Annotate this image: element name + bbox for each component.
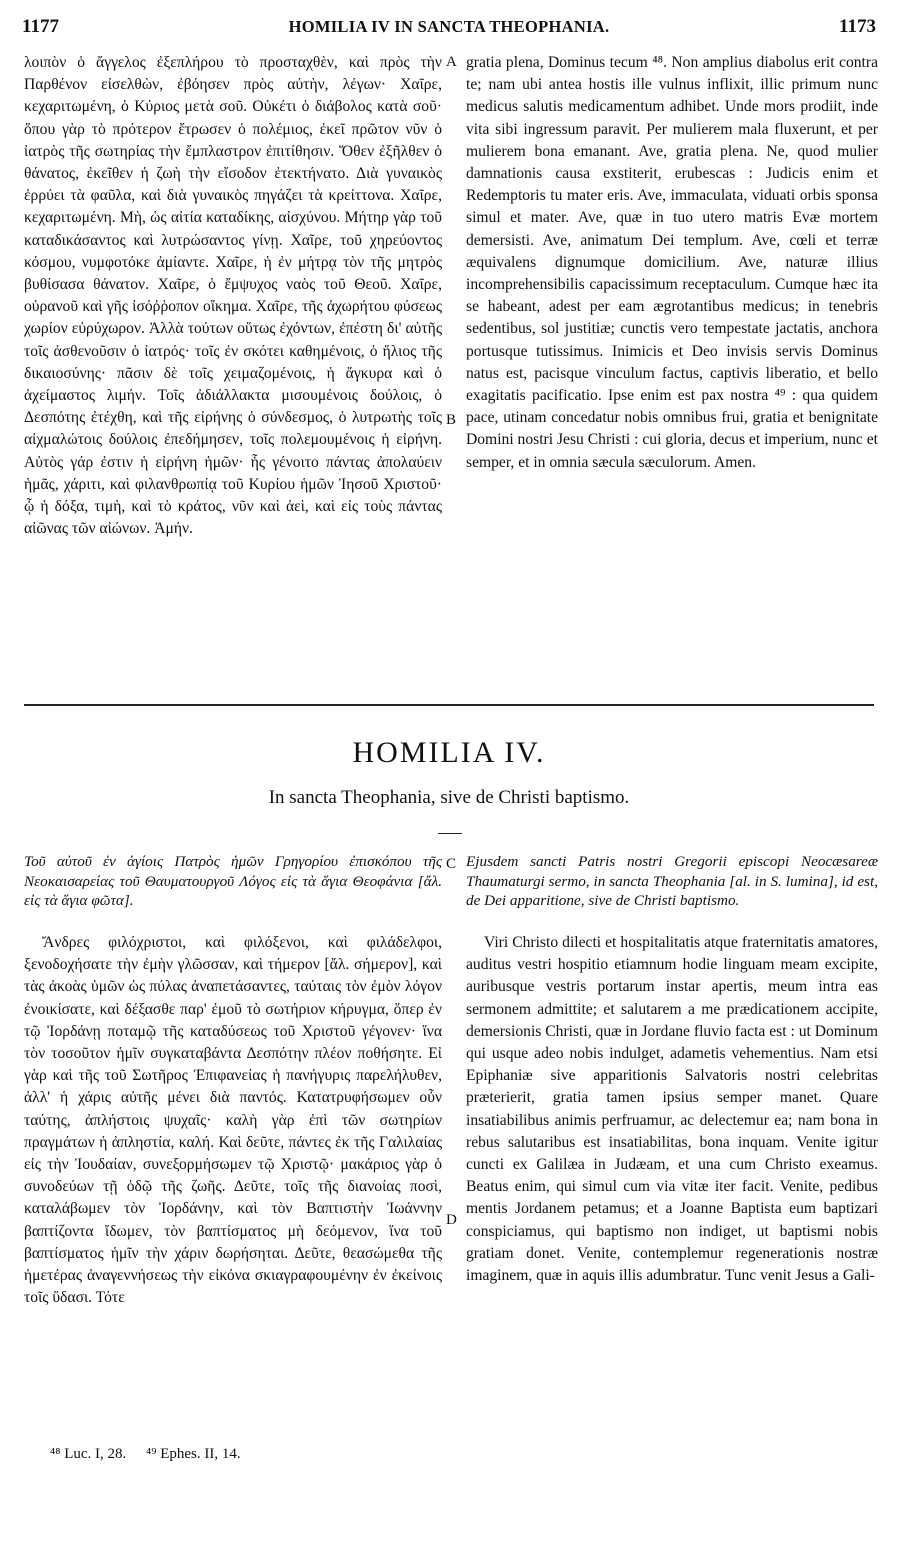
greek-column-body [24,932,442,1309]
footnotes [50,1446,257,1463]
greek-column-top [24,52,442,540]
greek-text-body: Ἄνδρες φιλόχριστοι, καὶ φιλόξενοι, καὶ φιλάδελφοι, ξενοδοχήσατε τὴν ἐμὴν γλῶσσαν, καὶ τήμερον [ἄλ. σήμερον], καὶ τὰς ἀκοὰς ὑμῶν ὡς πύλας ἀναπετάσαντες, ταύταις τὸν ἐμὸν λόγον ἐνοικίσατε, καὶ δέξασθε παρ' ἐμοῦ τὸ σωτήριον κήρυγμα, ὅπερ ἐν τῷ Ἰορδάνῃ ποταμῷ τῆς καταδύσεως τοῦ Χριστοῦ γέγονεν· ἵνα τὸν τοσοῦτον ἡμῖν συγκαταβάντα Δεσπότην πλέον ποθήσητε. Εἰ γὰρ καὶ τῆς τοῦ Σωτῆρος Ἐπιφανείας ἡ πανήγυρις παρελήλυθεν, ἀλλ' ἡ χάρις αὐτῆς μένει διὰ παντός. Κατατρυφήσωμεν οὖν ταύτης, ἀπλήστοις ψυχαῖς· καλὴ γὰρ ἐπὶ τῶν σωτηρίων πραγμάτων ἡ ἀπληστία, καλή. Καὶ δεῦτε, πάντες ἐκ τῆς Γαλιλαίας εἰς τὴν Ἰουδαίαν, συνεξορμήσωμεν τῷ Χριστῷ· μακάριος γὰρ ὁ συνοδεύων τῇ ὁδῷ τῆς ζωῆς. Δεῦτε, τοῖς τῆς διανοίας ποσὶ, καταλάβωμεν τὸν Ἰορδάνην, καὶ τὸν Βαπτιστὴν Ἰωάννην βαπτίζοντα ἴδωμεν, τὸν βαπτίσματος μὴ δεόμενον, ἵνα τοῦ βαπτίσματος ἡμῖν τὴν χάριν δωρήσηται. Δεῦτε, θεασώμεθα τῆς ἡμετέρας ἀναγεννήσεως τὴν εἰκόνα σκιαγραφουμένην ἐν ἐκείνοις τοῖς ὕδασι. Τότε [24,934,442,1307]
margin-letter-d: D [446,1212,457,1228]
latin-text-top: gratia plena, Dominus tecum ⁴⁸. Non amplius diabolus erit contra te; nam ubi antea hostis ille vulnus inflixit, illic primum nunc medicus salutis medicamentum adhibet. Unde mors prodiit, inde vita sibi ingressum paravit. Per mulierem mala fluxerunt, et per mulierem bona emanant. Ave, gratia plena. Ne, quod mulier damnationis causa exstiterit, erubescas : Judicis enim et Redemptoris tu mater eris. Ave, immaculata, viduati orbis sponsa simul et mater. Ave, quæ in tuo utero matris Evæ mortem demersisti. Ave, animatum Dei templum. Ave, cœli et terræ æquivalens dignumque domicilium. Ave, naturæ illius incomprehensibilis capacissimum receptaculum. Cumque hæc ita se habeant, adest per eam ægrotantibus medicus; in tenebris sedentibus, sol justitiæ; cunctis vero tempestate jactatis, anchora portusque tutissimus. Inimicis et Deo invisis servis Dominus natus est, pacisque vinculum factus, captivis liberatio, et bello exagitatis pacificatio. Ipse enim est pax nostra ⁴⁹ : qua quidem pace, utinam concedatur nobis omnibus frui, gratia et benignitate Domini nostri Jesu Christi : cui gloria, decus et imperium, nunc et semper, et in omnia sæcula sæculorum. Amen. [466,54,878,471]
footnote-48: ⁴⁸ Luc. I, 28. [50,1446,127,1462]
margin-letter-c: C [446,856,457,872]
page-number-left: 1177 [22,16,59,37]
latin-heading: Ejusdem sancti Patris nostri Gregorii episcopi Neocæsareæ Thaumaturgi sermo, in sancta Theophania [al. in S. lumina], id est, de Dei apparitione, sive de Christi baptismo. [466,853,878,909]
margin-letter-b: B [446,412,457,428]
homily-subtitle: In sancta Theophania, sive de Christi baptismo. [268,787,630,808]
running-title: HOMILIA IV IN SANCTA THEOPHANIA. [288,17,610,36]
greek-text-top: λοιπὸν ὁ ἄγγελος ἐξεπλήρου τὸ προσταχθὲν, καὶ πρὸς τὴν Παρθένον εἰσελθὼν, ἐβόησεν πρὸς αὐτὴν, λέγων· Χαῖρε, κεχαριτωμένη, ὁ Κύριος μετὰ σοῦ. Οὐκέτι ὁ διάβολος κατὰ σοῦ· ὅπου γὰρ τὸ πρότερον ἔτρωσεν ὁ πολέμιος, ἐκεῖ πρῶτον νῦν ὁ ἰατρὸς τῆς σωτηρίας τὴν ἔμπλαστρον ἐπιτίθησιν. Ὅθεν ἐξῆλθεν ὁ θάνατος, ἐκεῖθεν ἡ ζωὴ τὴν εἴσοδον ἐτεκτήνατο. Διὰ γυναικὸς ἐρρύει τὰ φαῦλα, καὶ διὰ γυναικὸς πηγάζει τὰ κρείττονα. Χαῖρε, κεχαριτωμένη. Μὴ, ὡς αἰτία καταδίκης, αἰσχύνου. Μήτηρ γὰρ τοῦ καταδικάσαντος καὶ λυτρώσαντος γίνῃ. Χαῖρε, τοῦ χηρεύοντος κόσμου, νυμφοτόκε ἀμίαντε. Χαῖρε, ἡ ἐν μήτρᾳ τὸν τῆς μητρὸς βυθίσασα θάνατον. Χαῖρε, ὁ ἔμψυχος ναὸς τοῦ Θεοῦ. Χαῖρε, οὐρανοῦ καὶ γῆς ἰσόῤῥοπον οἴκημα. Χαῖρε, τῆς ἀχωρήτου φύσεως χωρίον εὐρύχωρον. Ἀλλὰ τούτων οὕτως ἐχόντων, ἐπέστη δι' αὐτῆς τοῖς ἀσθενοῦσιν ὁ ἰατρός· τοῖς ἐν σκότει καθημένοις, ὁ ἥλιος τῆς δικαιοσύνης· πᾶσιν δὲ τοῖς χειμαζομένοις, ἡ ἄγκυρα καὶ ὁ ἀχείμαστος λιμήν. Τοῖς ἀδιάλλακτα μισουμένοις δούλοις, ὁ Δεσπότης ἐτέχθη, καὶ τῆς εἰρήνης ὁ σύνδεσμος, ὁ λυτρωτὴς τοῖς αἰχμαλώτοις δούλοις ἐπεδήμησεν, τοῖς πολεμουμένοις ἡ εἰρήνη. Αὐτὸς γάρ ἐστιν ἡ εἰρήνη ἡμῶν· ἧς γένοιτο πάντας ἀπολαύειν ἡμᾶς, χάριτι, καὶ φιλανθρωπίᾳ τοῦ Κυρίου ἡμῶν Ἰησοῦ Χριστοῦ· ᾧ ἡ δόξα, τιμὴ, καὶ τὸ κράτος, νῦν καὶ ἀεὶ, καὶ εἰς τοὺς πάντας αἰῶνας τῶν αἰώνων. Ἀμήν. [24,54,442,538]
homily-title: HOMILIA IV. [352,736,546,769]
section-divider [24,704,874,706]
footnote-49: ⁴⁹ Ephes. II, 14. [146,1446,241,1462]
greek-heading: Τοῦ αὐτοῦ ἐν ἁγίοις Πατρὸς ἡμῶν Γρηγορίου ἐπισκόπου τῆς Νεοκαισαρείας τοῦ Θαυματουργοῦ Λόγος εἰς τὰ ἅγια Θεοφάνια [ἄλ. εἰς τὰ ἅγια φῶτα]. [24,853,442,909]
margin-letter-a: A [446,54,457,70]
short-divider [438,833,462,834]
running-header [22,16,876,44]
latin-text-body: Viri Christo dilecti et hospitalitatis atque fraternitatis amatores, auditus vestri hospitio etiamnum hodie linguam meam excipite, auribusque vestris portarum instar apertis, meum intra eas sermonem admittite; et salutarem a me prædicationem accipite, demersionis Christi, quæ in Jordane fluvio facta est : ut Dominum qui usque adeo nobis indulget, adametis vehementius. Nam etsi Epiphaniæ sive apparitionis Salvatoris nostri celebritas præterierit, gratia tamen ipsius semper manet. Quare insatiabilibus animis perfruamur, ac delectemur ea; nam bona in rebus salutaribus est insatiabilitas, bona inquam. Venite igitur cuncti ex Galilæa in Judæam, et una cum Christo exeamus. Beatus enim, qui simul cum via vitæ iter facit. Venite, pedibus mentis Jordanem petamus; et a Joanne Baptista eum baptizari conspiciamus, qui baptismo non indiget, ut baptismi nobis gratiam donet. Venite, contemplemur regenerationis nostræ imaginem, quæ in aquis illis adumbratur. Tunc venit Jesus a Gali- [466,934,878,1285]
page-number-right: 1173 [839,16,876,37]
latin-column-body [466,932,878,1287]
latin-column-top [466,52,878,474]
